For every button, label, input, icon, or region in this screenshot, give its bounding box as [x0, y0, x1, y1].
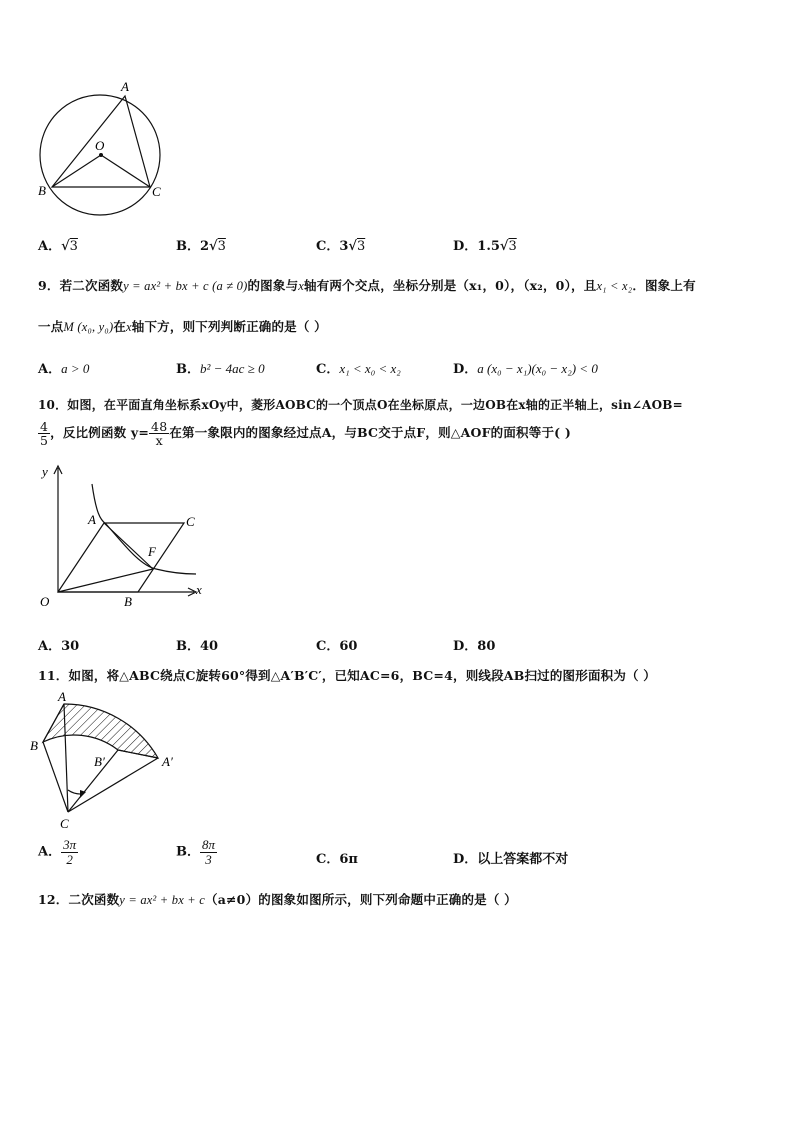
q8-circle-figure: [30, 75, 170, 225]
label-x: x: [196, 582, 202, 597]
q11-rotation-figure: [30, 692, 190, 832]
center-dot: [99, 153, 103, 157]
swept-region: [43, 704, 158, 758]
q8-option-b[interactable]: B．2√3: [176, 239, 226, 254]
q10-stem-line2: $\frac{4}{5}$ ，反比例函数 y= $\frac{48}{x}$ 在第一象限内的图象经过点A，与BC交于点F，则△AOF的面积等于( ): [40, 419, 571, 449]
q10-rhombus-figure: [36, 462, 216, 612]
rotation-arc: [68, 790, 82, 794]
label-a: A: [121, 79, 129, 94]
label-a: A: [58, 692, 66, 704]
q9-stem-line1: 9．若二次函数y = ax² + bx + c (a ≠ 0)的图象与x轴有两个交点，坐标分别是（x₁，0），（x₂，0），且x₁ < x₂．图象上有: [38, 278, 696, 293]
q9-option-c[interactable]: C．x₁ < x₀ < x₂: [316, 361, 401, 377]
q10-option-c[interactable]: C．60: [316, 639, 358, 654]
q11-stem: 11．如图，将△ABC绕点C旋转60°得到△A′B′C′，已知AC=6，BC=4，则线段AB扫过的图形面积为（ ）: [38, 668, 657, 683]
label-b: B: [124, 594, 132, 609]
q9-option-a[interactable]: A．a > 0: [38, 361, 90, 377]
segment-ob: [52, 155, 101, 187]
q9-option-d[interactable]: D．a (x₀ − x₁)(x₀ − x₂) < 0: [453, 361, 598, 377]
label-o: O: [95, 138, 105, 153]
label-c: C: [152, 184, 161, 199]
q11-option-b[interactable]: B． $\frac{8\pi}{3}$: [176, 837, 216, 867]
label-o: O: [40, 594, 50, 609]
label-y: y: [42, 464, 48, 479]
q11-option-d[interactable]: D．以上答案都不对: [453, 852, 569, 867]
q8-option-c[interactable]: C．3√3: [316, 239, 366, 254]
q11-option-c[interactable]: C．6π: [316, 852, 358, 867]
segment-of: [58, 569, 153, 592]
q10-option-a[interactable]: A．30: [38, 639, 80, 654]
label-f: F: [148, 544, 156, 559]
fraction-four-fifths: $\frac{4}{5}$: [40, 419, 49, 449]
q9-stem-line2: 一点M (x₀, y₀)在x轴下方，则下列判断正确的是（ ）: [38, 319, 327, 334]
rhombus-aobc: [58, 523, 184, 592]
q8-option-d[interactable]: D．1.5√3: [453, 239, 517, 254]
segment-a1c: [68, 758, 158, 812]
q10-option-d[interactable]: D．80: [453, 639, 496, 654]
label-c: C: [60, 816, 69, 831]
q12-stem: 12．二次函数y = ax² + bx + c（a≠0）的图象如图所示，则下列命题中正确的是（ ）: [38, 892, 517, 907]
label-a: A: [88, 512, 96, 527]
label-b: B: [30, 738, 38, 753]
q8-option-a[interactable]: A．√3: [38, 239, 78, 254]
label-c: C: [186, 514, 195, 529]
q10-stem-line1: 10．如图，在平面直角坐标系xOy中，菱形AOBC的一个顶点O在坐标原点，一边OB在x轴的正半轴上，sin∠AOB=: [38, 398, 683, 412]
q10-option-b[interactable]: B．40: [176, 639, 219, 654]
segment-b1c: [68, 750, 118, 812]
label-a-prime: A′: [162, 754, 173, 769]
q11-option-a[interactable]: A． $\frac{3\pi}{2}$: [38, 837, 77, 867]
q9-option-b[interactable]: B．b² − 4ac ≥ 0: [176, 361, 265, 377]
label-b-prime: B′: [94, 754, 105, 769]
label-b: B: [38, 183, 46, 198]
segment-bc: [43, 742, 68, 812]
fraction-48-over-x: $\frac{48}{x}$: [151, 419, 168, 449]
